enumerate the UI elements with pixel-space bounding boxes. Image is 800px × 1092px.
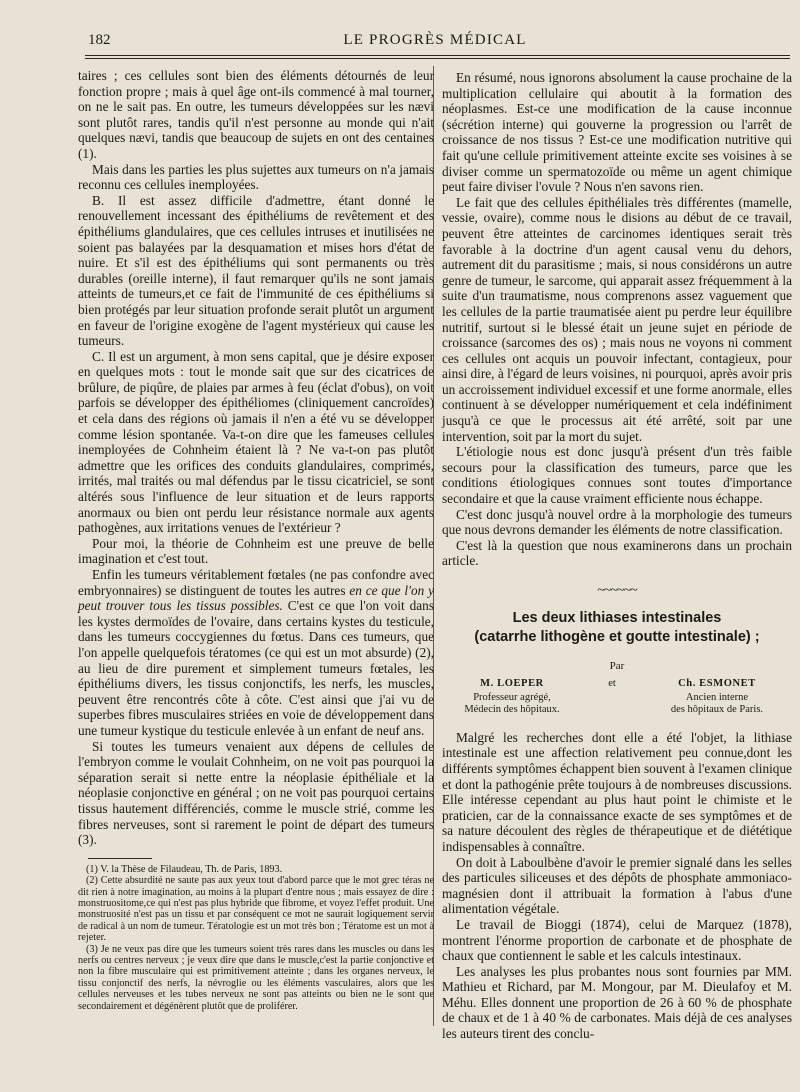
footnote-rule bbox=[88, 858, 152, 859]
enfin-text-end: C'est ce que l'on voit dans les kystes dermoïdes de l'ovaire, dans certains kystes du testicule, dans les tumeurs coccygiennes du fœtus. Dans ces tumeurs, que l'on appelle quelquefois tératomes (ce qui est un mot absurde) (2), au lieu de dire purement et simplement tumeurs fœtales, les épithéliums divers, les tissus conjonctifs, les nerfs, les muscles, peuvent être rencontrés côte à côte. C'est ainsi que j'ai vu de superbes fibres musculaires striées en voie de développement dans une tumeur kystique du testicule enlevée à un enfant de neuf ans. bbox=[78, 598, 434, 738]
paragraph-enfin bbox=[78, 567, 434, 739]
author-name: Ch. ESMONET bbox=[678, 678, 756, 690]
paragraph: Le fait que des cellules épithéliales très différentes (mamelle, vessie, ovaire), comme nous le disions au début de ce travail, peuvent être atteintes de carcinomes identiques serait très favorable à la doctrine d'un agent causal venu du dehors, autrement dit du parasitisme ; mais, si nous considérons un autre genre de tumeur, le sarcome, qui apparait assez fréquemment à la suite d'un traumatisme, nous comprenons assez vaguement que les cellules de la partie traumatisée aient pu perdre leur équilibre nutritif, surtout si le blessé était un jeune sujet en période de croissance (sarcomes des os) ; mais nous ne voyons ni comment ces cellules ont acquis un pouvoir infectant, contagieux, pour ainsi dire, à l'égard de leurs voisines, ni pourquoi, après avoir pris un accroissement individuel excessif et une forme anormale, elles continuent à se développer numériquement et cela indéfiniment jusqu'à ce que le processus ait été arrêté, soit par une intervention, soit par la mort du sujet. bbox=[442, 194, 792, 444]
author-role: des hôpitaux de Paris. bbox=[670, 703, 764, 715]
author-role: Professeur agrégé, bbox=[473, 691, 551, 703]
paragraph: Pour moi, la théorie de Cohnheim est une preuve de belle imagination et c'est tout. bbox=[78, 535, 434, 567]
author-separator: et bbox=[608, 678, 616, 690]
paragraph: On doit à Laboulbène d'avoir le premier signalé dans les selles des particules siliceuses et des dépôts de phosphate ammoniaco-magnésien dont il attribuait la formation à l'abus d'une alimentation végétale. bbox=[442, 854, 792, 917]
paragraph: Malgré les recherches dont elle a été l'objet, la lithiase intestinale est une affection relativement peu connue,dont les différents symptômes échappent bien souvent à l'examen clinique et dont la pathogénie prête toujours à de nombreuses discussions. Elle intéresse cependant au plus haut point le chimiste et le praticien, car de la connaissance exacte de ses symptômes et de sa nature découlent des règles de thérapeutique et de diététique indispensables à connaître. bbox=[442, 729, 792, 854]
article-title bbox=[442, 609, 792, 647]
paragraph: L'étiologie nous est donc jusqu'à présent d'un très faible secours pour la classification des tumeurs, parce que les conditions étiologiques connues sont toutes d'importance secondaire et que la cause vraiment efficiente nous échappe. bbox=[442, 444, 792, 507]
paragraph: Mais dans les parties les plus sujettes aux tumeurs on n'a jamais reconnu ces cellules inemployées. bbox=[78, 161, 434, 193]
footnote: (1) V. la Thèse de Filaudeau, Th. de Paris, 1893. bbox=[86, 863, 283, 875]
running-title: LE PROGRÈS MÉDICAL bbox=[343, 32, 527, 48]
author-block bbox=[642, 676, 792, 716]
right-column bbox=[442, 70, 792, 1042]
paragraph: Si toutes les tumeurs venaient aux dépens de cellules de l'embryon comme le voulait Cohnheim, on ne voit pas pourquoi la séparation serait si nette entre la néoplasie épithéliale et la néoplasie conjonctive en général ; on ne voit pas pourquoi certains tissus hautement différenciés, comme le muscle strié, comme les fibres nerveuses, sont si rarement le point de départ des tumeurs (3). bbox=[78, 738, 434, 848]
paragraph: C. Il est un argument, à mon sens capital, que je désire exposer en quelques mots : tout le monde sait que sur des cicatrices de brûlure, de piqûre, de plaies par armes à feu (éclat d'obus), on voit parfois se développer des épithéliomes (cliniquement cancroïdes) et cela dans des régions où jamais il n'en a été vu se développer comme lésion spontanée. Va-t-on dire que les fameuses cellules inemployées de Cohnheim étaient là ? Ne va-t-on pas plutôt admettre que les orifices des conduits glandulaires, comprimés, irrités, mal traités ou mal défendus par le tissu cicatriciel, se sont altérés sous l'influence de leur situation et de leurs rapports anormaux ou bien ont perdu leur résistance normale aux agents pathogènes, aux irritations venues de l'extérieur ? bbox=[78, 348, 434, 536]
section-ornament: ~~~~~~ bbox=[597, 583, 637, 598]
article-title-line: Les deux lithiases intestinales bbox=[512, 609, 722, 626]
paragraph: Les analyses les plus probantes nous sont fournies par MM. Mathieu et Richard, par M. Mongour, par M. Dieulafoy et M. Méhu. Elles donnent une proportion de 26 à 60 % de phosphate de chaux et de 1 à 40 % de carbonates. Mais déjà de ces analyses les auteurs tirent des conclu- bbox=[442, 963, 792, 1042]
header-rule-bottom bbox=[85, 58, 790, 59]
paragraph: Le travail de Bioggi (1874), celui de Marquez (1878), montrent l'énorme proportion de carbonate et de phosphate de chaux que contiennent le sable et les calculs intestinaux. bbox=[442, 916, 792, 964]
page-number: 182 bbox=[88, 32, 111, 48]
footnote: (2) Cette absurdité ne saute pas aux yeux tout d'abord parce que le mot grec téras ne dit rien à notre imagination, au moins à la plupart d'entre nous ; mais essayez de dire : monstruositome,ce qui n'est pas plus hybride que fibrome, et voyez l'effet produit. Une monstruosité n'est pas un tissu et par conséquent ce mot ne saurait logiquement servir de radical à un nom de tumeur. Tératologie est un mot très bon ; Tératome est un mot à rejeter. bbox=[78, 875, 434, 944]
article-body bbox=[442, 730, 792, 1042]
author-block bbox=[442, 676, 582, 716]
byline-par: Par bbox=[609, 659, 625, 672]
page-header bbox=[80, 32, 790, 54]
article-title-line: (catarrhe lithogène et goutte intestinale) ; bbox=[474, 628, 760, 645]
enfin-text-start: Enfin les tumeurs véritablement fœtales (ne pas confondre avec embryonnaires) se distinguent de toutes les autres bbox=[78, 567, 434, 598]
paragraph: En résumé, nous ignorons absolument la cause prochaine de la multiplication cellulaire qui aboutit à la formation des néoplasmes. Est-ce une modification de la cause inconnue (sécrétion interne) qui gouverne la progression ou l'arrêt de croissance de nos tissus ? Est-ce une modification nutritive qui fait qu'une cellule primitivement atteinte excite ses voisines à se diviser comme un spermatozoïde ou même un agent chimique peut faire diviser l'ovule ? Nous n'en savons rien. bbox=[442, 70, 792, 195]
paragraph: B. Il est assez difficile d'admettre, étant donné le renouvellement incessant des épithéliums de revêtement et des épithéliums glandulaires, que ces cellules intruses et inutilisées ne soient pas balayées par la desquamation et mises hors d'état de nuire. Et s'il est des épithéliums qui sont permanents ou très durables (oreille interne), il faut remarquer qu'ils ne sont jamais atteints de tumeurs,et ce fait de l'immunité de ces épithéliums si bien protégés par leur situation profonde serait plutôt un argument en faveur de l'origine exogène de l'agent mystérieux qui cause les tumeurs. bbox=[78, 192, 434, 349]
footnote: (3) Je ne veux pas dire que les tumeurs soient très rares dans les muscles ou dans les nerfs ou centres nerveux ; je veux dire que dans le muscle,c'est la partie conjonctive et non la fibre musculaire qui est primitivement atteinte ; dans les organes nerveux, le tissu conjonctif des nerfs, la névroglie ou les éléments vasculaires, alors que les cellules nerveuses et les tubes nerveux ne sont pas atteints ou bien ne le sont que secondairement et dégénèrent plutôt que de proliférer. bbox=[78, 943, 434, 1012]
paragraph: C'est donc jusqu'à nouvel ordre à la morphologie des tumeurs que nous devrons demander les éléments de notre classification. bbox=[442, 506, 792, 538]
left-column bbox=[78, 68, 434, 1012]
paragraph: taires ; ces cellules sont bien des éléments détournés de leur fonction propre ; mais à quel âge ont-ils commencé à mal tourner, on ne le sait pas. En outre, les tumeurs développées sur les nævi sont plutôt rares, tandis qu'il n'est personne au monde qui n'ait quelques nævi, tandis que beaucoup de sujets en ont des centaines (1). bbox=[78, 68, 434, 161]
header-rule-top bbox=[85, 55, 790, 56]
footnotes bbox=[78, 864, 434, 1012]
enfin-italic: en ce que l'on y peut trouver tous les tissus possibles. bbox=[78, 582, 434, 614]
author-role: Ancien interne bbox=[685, 691, 749, 703]
authors bbox=[442, 676, 792, 716]
author-name: M. LOEPER bbox=[480, 678, 544, 690]
author-role: Médecin des hôpitaux. bbox=[464, 703, 560, 715]
paragraph: C'est là la question que nous examinerons dans un prochain article. bbox=[442, 537, 792, 569]
